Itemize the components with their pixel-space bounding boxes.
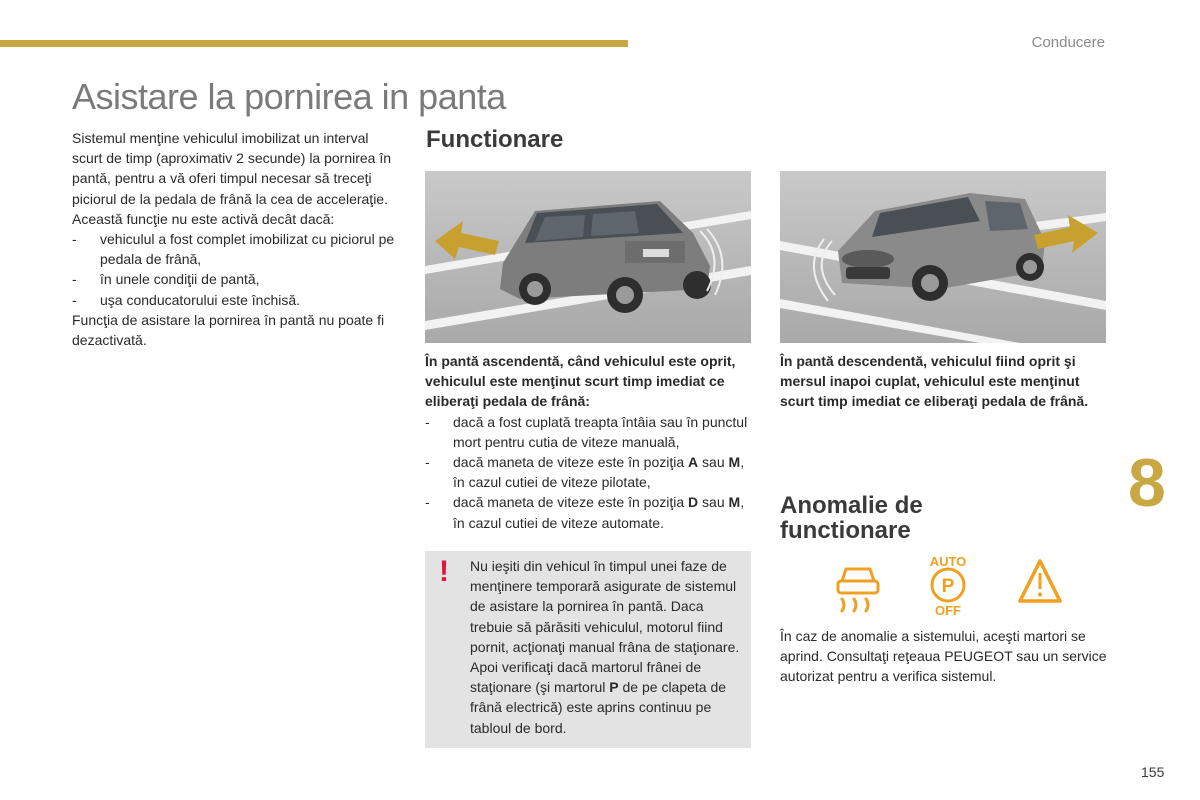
condition-item: - vehiculul a fost complet imobilizat cu piciorul pe pedala de frână, [72, 231, 395, 268]
warning-exclamation-icon: ! [439, 555, 449, 588]
downhill-car-illustration [780, 171, 1106, 343]
uphill-item: - dacă maneta de viteze este în poziţia D sau M, în cazul cutiei de viteze automate. [425, 494, 745, 531]
svg-text:AUTO: AUTO [929, 554, 967, 569]
auto-park-off-icon [930, 554, 967, 617]
intro-column [72, 128, 402, 350]
uphill-item: - dacă a fost cuplată treapta întâia sau în punctul mort pentru cutia de viteze manuală, [425, 413, 748, 450]
downhill-car-svg [780, 171, 1106, 343]
anomalie-heading: Anomalie de functionare [780, 492, 923, 544]
warning-triangle-icon [1020, 561, 1060, 601]
header-accent-bar [0, 40, 628, 47]
page-title: Asistare la pornirea in panta [72, 76, 506, 117]
chapter-number: 8 [1128, 445, 1166, 521]
anomalie-text: În caz de anomalie a sistemului, aceşti martori se aprind. Consultaţi reţeaua PEUGEOT sau un service autorizat pentru a verifica sistemul. [780, 628, 1107, 685]
intro-paragraph: Sistemul menţine vehiculul imobilizat un interval scurt de timp (aproximativ 2 secunde) la pornirea în pantă, pentru a vă oferi timpul necesar să treceţi piciorul de la pedala de frână la cea de acceleraţie. [72, 130, 392, 207]
downhill-caption: În pantă descendentă, vehiculul fiind oprit şi mersul inapoi cuplat, vehiculul este menţinut scurt timp imediat ce eliberaţi pedala de frână. [780, 353, 1089, 410]
skid-control-icon [838, 569, 878, 611]
svg-text:P: P [941, 576, 955, 597]
uphill-car-svg [425, 171, 751, 343]
svg-text:OFF: OFF [935, 603, 961, 617]
section-title: Conducere [1031, 34, 1105, 51]
uphill-item: - dacă maneta de viteze este în poziţia A sau M, în cazul cutiei de viteze pilotate, [425, 454, 745, 491]
condition-item: - în unele condiţii de pantă, [72, 271, 260, 288]
uphill-car-illustration [425, 171, 751, 343]
warning-text: Nu ieşiti din vehicul în timpul unei faze de menţinere temporară asigurate de sistemul de asistare la pornirea în pantă. Daca trebuie să părăsiti vehiculul, motorul fiind pornit, acţionaţi manual frâna de staţionare. Apoi verificaţi dacă martorul frânei de staţionare (şi martorul P de pe clapeta de frână electrică) este aprins continuu pe tabloul de bord. [470, 558, 740, 736]
warning-lamps [830, 553, 1070, 617]
warning-box [425, 551, 751, 748]
page-number: 155 [1141, 764, 1165, 780]
uphill-caption-block [425, 351, 755, 533]
condition-lead: Această funcţie nu este activă decât dacă: [72, 210, 335, 227]
uphill-caption: În pantă ascendentă, când vehiculul este oprit, vehiculul este menţinut scurt timp imediat ce eliberaţi pedala de frână: [425, 353, 736, 410]
intro-note: Funcţia de asistare la pornirea în pantă nu poate fi dezactivată. [72, 311, 385, 349]
functionare-heading: Functionare [426, 126, 564, 153]
condition-item: - uşa conducatorului este închisă. [72, 291, 301, 308]
